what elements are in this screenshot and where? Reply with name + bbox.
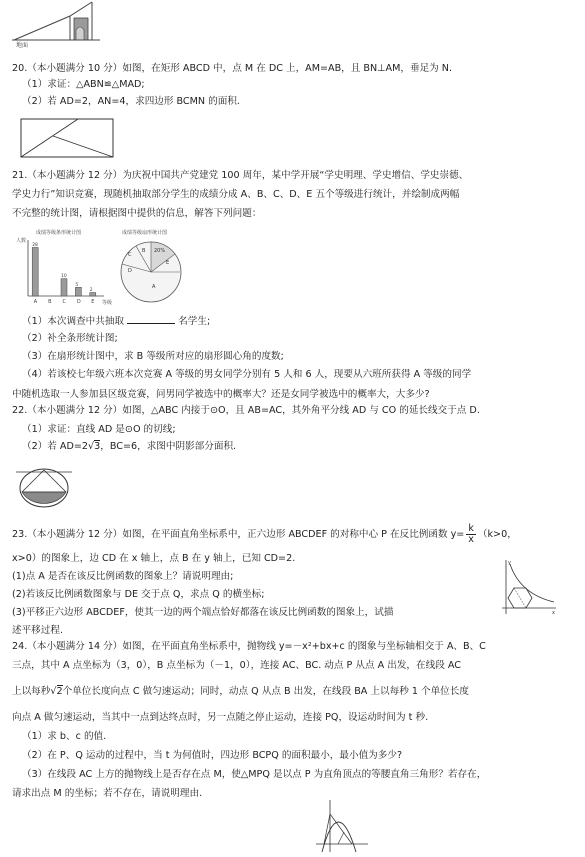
q24-stem-line2: 三点，其中 A 点坐标为（3，0），B 点坐标为（－1，0），连接 AC、BC. 动点 P 从点 A 出发，在线段 AC [12,660,461,671]
q21-part1 [22,314,210,328]
bar-chart-xlabel: 等级 [102,300,113,306]
q23-axis-y-label: y [508,560,511,566]
pie-label-e: E [166,260,170,266]
q23-stem-after: （k>0， [477,529,517,541]
q20-part2: （2）若 AD=2，AN=4，求四边形 BCMN 的面积. [22,96,240,107]
q21-part1-after: 名学生; [178,316,211,327]
q24-stem-line4: 向点 A 做匀速运动，当其中一点到达终点时，另一点随之停止运动，连接 PQ，设运动时间为 t 秒. [12,712,429,723]
q20-part1: （1）求证：△ABN≌△MAD; [22,79,145,90]
q24-part3-line2: 请求出点 M 的坐标；若不存在，请说明理由. [12,788,203,799]
q21-stem-line1: 21.（本小题满分 12 分）为庆祝中国共产党建党 100 周年，某中学开展“学史明理、学史增信、学史崇德、 [12,170,469,181]
bar-value-C: 10 [61,274,67,280]
q23-part2: (2)若该反比例函数图象与 DE 交于点 Q，求点 Q 的横坐标; [12,589,265,600]
pie-label-a: A [152,284,156,290]
bar-tick-B: B [48,299,52,305]
q23-fraction [466,524,476,544]
pie-label-c: C [128,252,132,258]
q24-part2: （2）在 P、Q 运动的过程中，当 t 为何值时，四边形 BCPQ 的面积最小，最小值为多少? [22,750,403,761]
q23-stem [12,524,517,544]
q23-fraction-denominator: x [468,533,474,545]
q21-pie-chart [114,228,192,306]
bar-tick-D: D [76,299,81,305]
q22-part2 [22,441,236,453]
q23-stem-before: 23.（本小题满分 12 分）如图，在平面直角坐标系中，正六边形 ABCDEF 的对称中心 P 在反比例函数 y= [12,529,465,541]
q21-part3: （3）在扇形统计图中，求 B 等级所对应的扇形圆心角的度数; [22,351,284,362]
bar-tick-C: C [62,299,66,305]
q23-part1: (1)点 A 是否在该反比例函数的图象上？请说明理由; [12,571,234,582]
pie-label-pct: 20% [154,248,166,254]
q21-part1-before: （1）本次调查中共抽取 [22,316,125,327]
q21-stem-line3: 不完整的统计图，请根据图中提供的信息，解答下列问题： [12,208,262,219]
bar-chart-ylabel: 人数 [16,238,27,244]
q24-sqrt-radicand: 2 [56,686,63,697]
bar-value-A: 28 [32,242,38,248]
q20-stem: 20.（本小题满分 10 分）如图，在矩形 ABCD 中，点 M 在 DC 上，AM=AB，且 BN⊥AM，垂足为 N. [12,63,453,74]
q21-bar-chart [14,228,114,306]
q24-stem3-after: 个单位长度向点 C 做匀速运动；同时，动点 Q 从点 B 出发，在线段 BA 上以每秒 1 个单位长度 [62,686,469,697]
q24-stem-line1: 24.（本小题满分 14 分）如图，在平面直角坐标系中，抛物线 y=－x²+bx+c 的图象与坐标轴相交于 A、B、C [12,641,486,652]
q24-stem-line3 [12,686,469,698]
q21-part2: （2）补全条形统计图; [22,333,118,344]
q21-answer-blank [127,314,175,324]
q24-stem3-before: 上以每秒 [12,686,51,697]
q21-part4-line1: （4）若该校七年级六班本次竞赛 A 等级的男女同学分别有 5 人和 6 人，现要从六班所获得 A 等级的同学 [22,369,472,380]
top-figure-fragment [10,0,105,50]
svg-text:地面: 地面 [16,42,29,49]
sqrt-sign: √ [50,686,57,697]
q24-part3-line1: （3）在线段 AC 上方的抛物线上是否存在点 M，使△MPQ 是以点 P 为直角顶点的等腰直角三角形？若存在， [22,769,487,780]
q23-stem-line2: x>0）的图象上，边 CD 在 x 轴上，点 B 在 y 轴上，已知 CD=2. [12,553,296,564]
pie-label-d: D [128,268,132,274]
q22-stem: 22.（本小题满分 12 分）如图，△ABC 内接于⊙O，且 AB=AC，其外角平分线 AD 与 CO 的延长线交于点 D. [12,405,480,416]
q23-fraction-numerator: k [468,523,474,534]
q20-rectangle-figure [18,116,118,161]
sqrt-sign: √ [88,441,95,452]
q21-stem-line2: 学史力行”知识竞赛，现随机抽取部分学生的成绩分成 A、B、C、D、E 五个等级进行统计，并绘制成两幅 [12,189,460,200]
bar-value-D: 5 [75,282,79,288]
q22-part1: （1）求证：直线 AD 是⊙O 的切线; [22,424,176,435]
bar-tick-E: E [91,299,95,305]
bar-A [32,247,38,296]
q23-part3-line2: 述平移过程. [12,625,64,636]
bar-C [61,279,67,296]
pie-label-b: B [142,248,146,254]
q23-axis-x-label: x [552,610,555,616]
bar-D [75,287,81,296]
q23-part3: (3)平移正六边形 ABCDEF，使其一边的两个端点恰好都落在该反比例函数的图象上，试描 [12,607,394,618]
bar-tick-A: A [33,299,38,305]
q24-parabola-figure [312,798,370,854]
q22-circle-figure [14,462,76,510]
q22-part2-before: （2）若 AD=2 [22,441,89,452]
q22-sqrt-radicand: 3 [94,441,101,452]
q22-part2-after: ，BC=6，求图中阴影部分面积. [100,441,237,452]
bar-value-E: 2 [89,288,93,294]
q21-part4-line2: 中随机选取一人参加县区级竞赛，问男同学被选中的概率大？还是女同学被选中的概率大，大多少? [12,389,430,400]
bar-E [90,293,96,296]
q24-part1: （1）求 b、c 的值. [22,731,107,742]
pie-chart-title: 成绩等级扇形统计图 [122,230,168,236]
bar-chart-title: 成绩等级条形统计图 [36,230,82,236]
q23-hexagon-figure [496,556,560,616]
